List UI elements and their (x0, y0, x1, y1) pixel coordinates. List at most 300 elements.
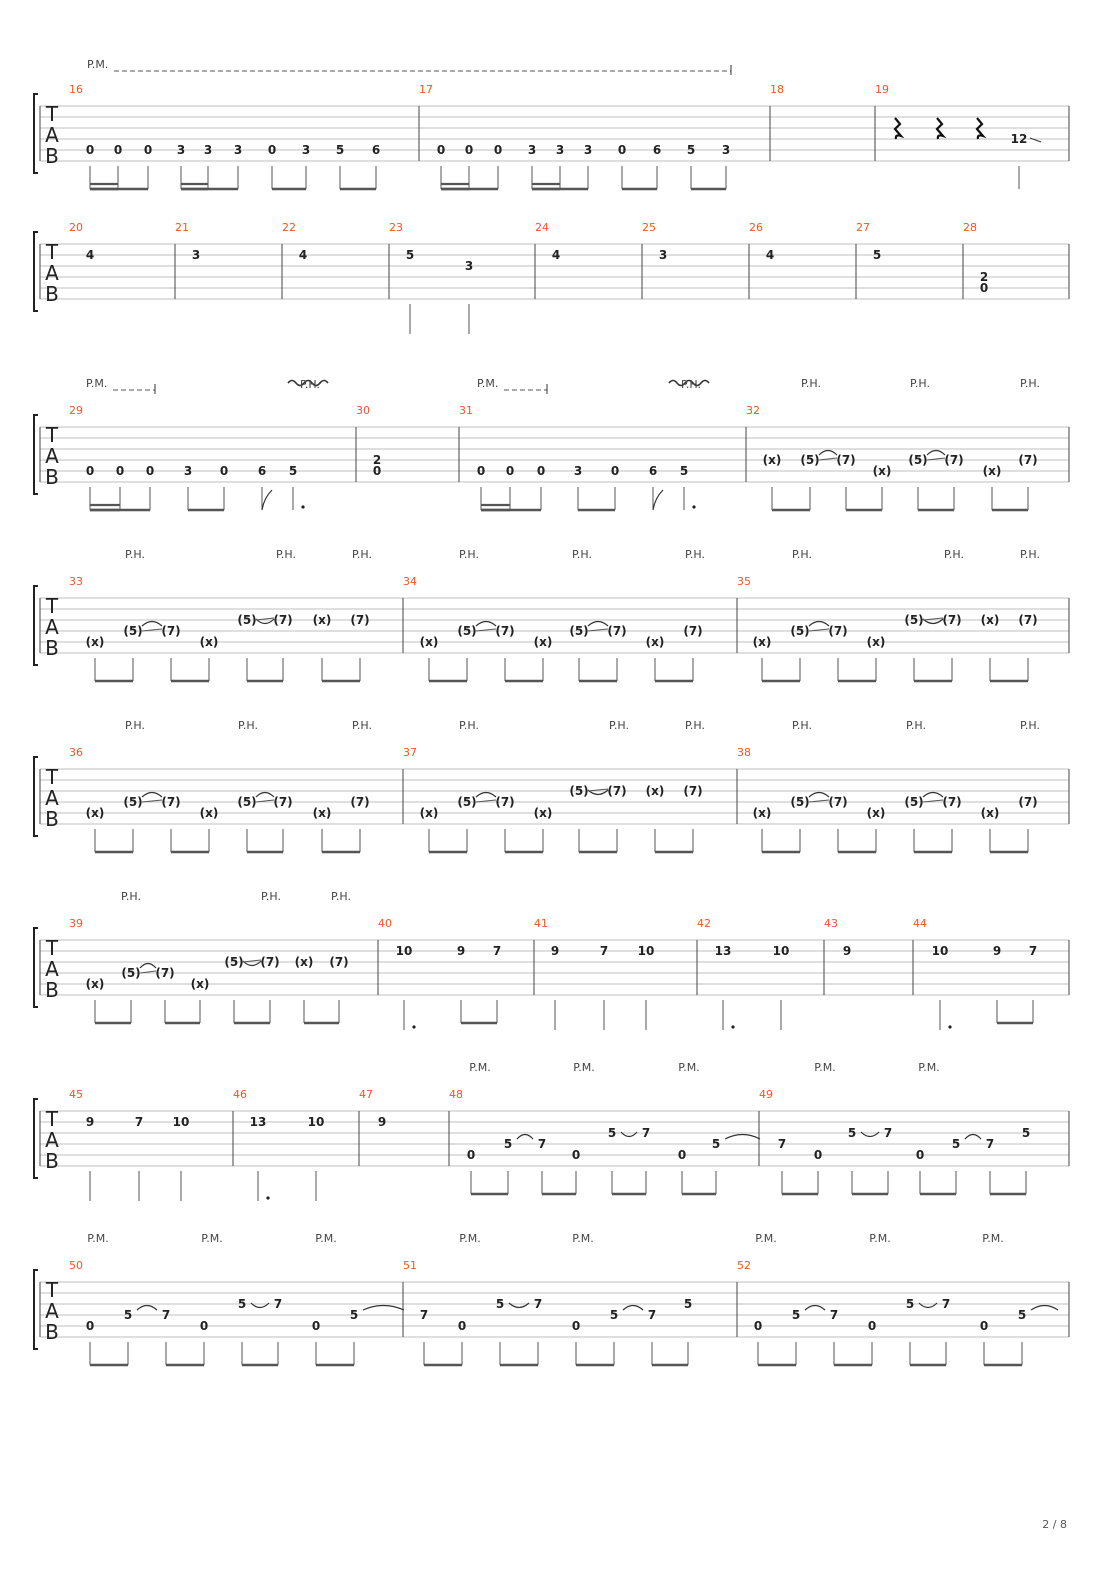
fret-number: 10 (931, 944, 949, 958)
tab-system (34, 377, 1069, 510)
pinch-harmonic-label: P.H. (681, 378, 701, 391)
page-number: 2 / 8 (1042, 1518, 1067, 1531)
palm-mute-label: P.M. (201, 1232, 223, 1245)
measure (856, 221, 881, 262)
measure-number: 47 (359, 1088, 373, 1101)
fret-number: 0 (979, 1319, 989, 1333)
fret-number: 0 (536, 464, 546, 478)
fret-number: 5 (503, 1137, 513, 1151)
fret-number: 10 (637, 944, 655, 958)
dot (412, 1025, 415, 1028)
fret-number: 0 (617, 143, 627, 157)
fret-number: 5 (951, 1137, 961, 1151)
fret-number: 0 (219, 464, 229, 478)
fret-number: 6 (257, 464, 267, 478)
fret-number: (5) (123, 795, 143, 809)
fret-number: (x) (872, 464, 892, 478)
tab-clef-letter: A (45, 1299, 59, 1323)
palm-mute-label: P.M. (814, 1061, 836, 1074)
measure-number: 40 (378, 917, 392, 930)
measure-number: 44 (913, 917, 927, 930)
fret-number: (x) (752, 806, 772, 820)
system-bracket (34, 928, 38, 1007)
fret-number: 9 (842, 944, 852, 958)
fret-number: (x) (645, 784, 665, 798)
tie-arc (140, 964, 156, 969)
tie-arc (137, 1306, 157, 1311)
pinch-harmonic-label: P.H. (685, 719, 705, 732)
fret-number: 3 (573, 464, 583, 478)
measure-number: 26 (749, 221, 763, 234)
fret-number: 3 (527, 143, 537, 157)
fret-number: 6 (652, 143, 662, 157)
fret-number: 7 (419, 1308, 429, 1322)
tab-clef-letter: T (45, 594, 59, 618)
fret-number: 0 (436, 143, 446, 157)
fret-number: 0 (464, 143, 474, 157)
fret-number: 0 (85, 464, 95, 478)
measure-number: 45 (69, 1088, 83, 1101)
tab-system (34, 221, 1069, 334)
palm-mute-label: P.M. (755, 1232, 777, 1245)
measure (403, 1259, 692, 1365)
tie-arc (623, 1306, 643, 1311)
fret-number: (7) (1018, 613, 1038, 627)
measure-number: 41 (534, 917, 548, 930)
fret-number: (x) (190, 977, 210, 991)
palm-mute-label: P.M. (573, 1061, 595, 1074)
fret-number: (7) (683, 624, 703, 638)
pinch-harmonic-label: P.H. (572, 548, 592, 561)
note-flag (262, 490, 272, 510)
measure (69, 917, 349, 1023)
fret-number: 5 (679, 464, 689, 478)
pinch-harmonic-label: P.H. (125, 548, 145, 561)
measure-number: 22 (282, 221, 296, 234)
measure-number: 17 (419, 83, 433, 96)
measure-number: 48 (449, 1088, 463, 1101)
fret-number: (7) (942, 613, 962, 627)
fret-number: 9 (85, 1115, 95, 1129)
tab-clef-letter: B (45, 1149, 59, 1173)
system-bracket (34, 1099, 38, 1178)
fret-number: (7) (944, 453, 964, 467)
fret-number: 0 (457, 1319, 467, 1333)
fret-number: 7 (273, 1297, 283, 1311)
fret-number: 5 (683, 1297, 693, 1311)
palm-mute-label: P.M. (87, 58, 109, 71)
system-bracket (34, 94, 38, 173)
fret-number: (7) (273, 795, 293, 809)
tab-system (34, 719, 1069, 852)
measure-number: 46 (233, 1088, 247, 1101)
pinch-harmonic-label: P.H. (261, 890, 281, 903)
fret-number: 0 (476, 464, 486, 478)
pinch-harmonic-label: P.H. (459, 719, 479, 732)
tab-clef-letter: B (45, 978, 59, 1002)
fret-number: (7) (836, 453, 856, 467)
system-bracket (34, 232, 38, 311)
tab-clef-letter: B (45, 636, 59, 660)
system-bracket (34, 1270, 38, 1349)
fret-number: 7 (161, 1308, 171, 1322)
fret-number: 7 (829, 1308, 839, 1322)
fret-number: 10 (772, 944, 790, 958)
fret-number: 5 (123, 1308, 133, 1322)
fret-number: (7) (161, 624, 181, 638)
palm-mute-label: P.M. (869, 1232, 891, 1245)
fret-number: 5 (237, 1297, 247, 1311)
fret-number: 5 (335, 143, 345, 157)
measure-number: 34 (403, 575, 417, 588)
measure (403, 746, 703, 852)
fret-number: (5) (121, 966, 141, 980)
tab-clef-letter: T (45, 1278, 59, 1302)
fret-number: (x) (533, 635, 553, 649)
fret-number: 5 (905, 1297, 915, 1311)
pinch-harmonic-label: P.H. (801, 377, 821, 390)
pinch-harmonic-label: P.H. (352, 548, 372, 561)
fret-number: 7 (883, 1126, 893, 1140)
pinch-harmonic-label: P.H. (125, 719, 145, 732)
measure (737, 1259, 1058, 1365)
fret-number: 7 (1028, 944, 1038, 958)
fret-number: 3 (464, 259, 474, 273)
fret-number: 4 (551, 248, 561, 262)
fret-number: 0 (753, 1319, 763, 1333)
measure (282, 221, 307, 262)
tab-clef-letter: B (45, 282, 59, 306)
fret-number: 3 (721, 143, 731, 157)
fret-number: 7 (599, 944, 609, 958)
measure-number: 29 (69, 404, 83, 417)
measure-number: 16 (69, 83, 83, 96)
fret-number: 3 (658, 248, 668, 262)
measure-number: 51 (403, 1259, 417, 1272)
measure (69, 746, 370, 852)
fret-number: (5) (904, 613, 924, 627)
fret-number: (5) (123, 624, 143, 638)
fret-number: 7 (134, 1115, 144, 1129)
tie-arc (923, 793, 943, 798)
palm-mute-label: P.M. (86, 377, 108, 390)
fret-number: 0 (267, 143, 277, 157)
fret-number: (5) (224, 955, 244, 969)
tab-clef-letter: B (45, 465, 59, 489)
fret-number: (7) (828, 624, 848, 638)
fret-number: 3 (555, 143, 565, 157)
measure-number: 43 (824, 917, 838, 930)
measure-number: 18 (770, 83, 784, 96)
tab-clef-letter: T (45, 936, 59, 960)
fret-number: 7 (941, 1297, 951, 1311)
measure (449, 1088, 760, 1194)
fret-number: 0 (493, 143, 503, 157)
measure (69, 404, 305, 510)
fret-number: (7) (260, 955, 280, 969)
fret-number: 5 (495, 1297, 505, 1311)
fret-number: 3 (183, 464, 193, 478)
fret-number: 5 (711, 1137, 721, 1151)
pinch-harmonic-label: P.H. (792, 548, 812, 561)
fret-number: (7) (942, 795, 962, 809)
fret-number: 3 (191, 248, 201, 262)
fret-number: (x) (419, 806, 439, 820)
dot (692, 505, 695, 508)
fret-number: 7 (492, 944, 502, 958)
fret-number: (x) (645, 635, 665, 649)
measure-number: 50 (69, 1259, 83, 1272)
fret-number: (5) (904, 795, 924, 809)
measure-number: 37 (403, 746, 417, 759)
fret-number: 10 (172, 1115, 190, 1129)
tie-arc (517, 1135, 533, 1140)
measure-number: 25 (642, 221, 656, 234)
fret-number: (x) (294, 955, 314, 969)
fret-number: 0 (610, 464, 620, 478)
palm-mute-label: P.M. (477, 377, 499, 390)
fret-number: 2 (372, 453, 382, 467)
fret-number: (x) (866, 635, 886, 649)
tie-arc (927, 451, 945, 456)
fret-number: 5 (405, 248, 415, 262)
tie-arc (1031, 1306, 1058, 1311)
tab-clef-letter: A (45, 786, 59, 810)
fret-number: 10 (307, 1115, 325, 1129)
measure (749, 221, 774, 262)
fret-number: (x) (85, 635, 105, 649)
measure-number: 19 (875, 83, 889, 96)
measure-number: 38 (737, 746, 751, 759)
tab-system (34, 1232, 1069, 1365)
fret-number: (x) (866, 806, 886, 820)
tie-arc (809, 622, 829, 627)
measure (419, 83, 730, 189)
fret-number: (x) (752, 635, 772, 649)
fret-number: 0 (199, 1319, 209, 1333)
fret-number: 7 (537, 1137, 547, 1151)
measure (875, 83, 1041, 189)
fret-number: 0 (915, 1148, 925, 1162)
fret-number: 12 (1010, 132, 1028, 146)
fret-number: (7) (350, 795, 370, 809)
pinch-harmonic-label: P.H. (906, 719, 926, 732)
measure-number: 35 (737, 575, 751, 588)
palm-mute-label: P.M. (469, 1061, 491, 1074)
fret-number: 0 (677, 1148, 687, 1162)
fret-number: (x) (533, 806, 553, 820)
fret-number: (5) (790, 795, 810, 809)
pinch-harmonic-label: P.H. (276, 548, 296, 561)
tie-arc (725, 1135, 760, 1140)
fret-number: 13 (249, 1115, 267, 1129)
tab-clef-letter: A (45, 261, 59, 285)
fret-number: 0 (143, 143, 153, 157)
fret-number: (7) (495, 624, 515, 638)
fret-number: 7 (533, 1297, 543, 1311)
tab-clef-letter: A (45, 1128, 59, 1152)
measure (459, 404, 696, 510)
pinch-harmonic-label: P.H. (300, 378, 320, 391)
palm-mute-label: P.M. (982, 1232, 1004, 1245)
measure (359, 1088, 386, 1129)
fret-number: (5) (569, 784, 589, 798)
fret-number: (7) (1018, 795, 1038, 809)
fret-number: (7) (607, 624, 627, 638)
fret-number: (x) (312, 806, 332, 820)
fret-number: (7) (155, 966, 175, 980)
tie-arc (256, 793, 274, 798)
fret-number: 0 (571, 1148, 581, 1162)
fret-number: (7) (828, 795, 848, 809)
fret-number: (x) (85, 977, 105, 991)
fret-number: 3 (203, 143, 213, 157)
fret-number: 0 (867, 1319, 877, 1333)
fret-number: (7) (273, 613, 293, 627)
fret-number: 0 (979, 281, 989, 295)
measure (403, 575, 703, 681)
tab-clef-letter: T (45, 102, 59, 126)
fret-number: (x) (419, 635, 439, 649)
tab-clef-letter: T (45, 1107, 59, 1131)
fret-number: 0 (505, 464, 515, 478)
fret-number: 7 (985, 1137, 995, 1151)
fret-number: (x) (762, 453, 782, 467)
fret-number: 5 (609, 1308, 619, 1322)
note-flag (653, 490, 663, 510)
fret-number: 5 (1021, 1126, 1031, 1140)
fret-number: (x) (982, 464, 1002, 478)
tie-arc (476, 622, 496, 627)
fret-number: (x) (199, 806, 219, 820)
fret-number: (5) (908, 453, 928, 467)
measure (737, 575, 1038, 681)
fret-number: (7) (1018, 453, 1038, 467)
fret-number: 3 (233, 143, 243, 157)
fret-number: (7) (329, 955, 349, 969)
tab-clef-letter: A (45, 957, 59, 981)
fret-number: 5 (847, 1126, 857, 1140)
measure-number: 33 (69, 575, 83, 588)
measure-number: 42 (697, 917, 711, 930)
tab-clef-letter: T (45, 240, 59, 264)
system-bracket (34, 757, 38, 836)
fret-number: 0 (571, 1319, 581, 1333)
tie-arc (142, 622, 162, 627)
fret-number: 3 (301, 143, 311, 157)
measure-number: 36 (69, 746, 83, 759)
fret-number: 0 (85, 143, 95, 157)
fret-number: 4 (298, 248, 308, 262)
fret-number: 4 (765, 248, 775, 262)
measure (963, 221, 988, 295)
tab-clef-letter: B (45, 144, 59, 168)
pinch-harmonic-label: P.H. (1020, 719, 1040, 732)
measure-number: 49 (759, 1088, 773, 1101)
fret-number: 0 (311, 1319, 321, 1333)
fret-number: (x) (85, 806, 105, 820)
tie-arc (142, 793, 162, 798)
fret-number: (7) (495, 795, 515, 809)
fret-number: 9 (992, 944, 1002, 958)
measure-number: 31 (459, 404, 473, 417)
palm-mute-label: P.M. (459, 1232, 481, 1245)
fret-number: 5 (791, 1308, 801, 1322)
pinch-harmonic-label: P.H. (1020, 377, 1040, 390)
pinch-harmonic-label: P.H. (792, 719, 812, 732)
measure (759, 1088, 1030, 1194)
fret-number: 2 (979, 270, 989, 284)
palm-mute-label: P.M. (678, 1061, 700, 1074)
fret-number: 7 (641, 1126, 651, 1140)
tab-system (34, 548, 1069, 681)
measure-number: 23 (389, 221, 403, 234)
pinch-harmonic-label: P.H. (1020, 548, 1040, 561)
tie-arc (363, 1306, 404, 1311)
fret-number: 7 (777, 1137, 787, 1151)
measure (770, 83, 784, 96)
fret-number: 5 (288, 464, 298, 478)
system-bracket (34, 415, 38, 494)
fret-number: 5 (607, 1126, 617, 1140)
fret-number: (7) (350, 613, 370, 627)
system-bracket (34, 586, 38, 665)
fret-number: (5) (569, 624, 589, 638)
fret-number: 3 (176, 143, 186, 157)
fret-number: 5 (686, 143, 696, 157)
measure (69, 1259, 404, 1365)
tab-clef-letter: T (45, 765, 59, 789)
fret-number: 9 (377, 1115, 387, 1129)
fret-number: 5 (872, 248, 882, 262)
fret-number: (5) (800, 453, 820, 467)
fret-number: (7) (607, 784, 627, 798)
fret-number: 10 (395, 944, 413, 958)
fret-number: 0 (85, 1319, 95, 1333)
measure (746, 404, 1038, 510)
fret-number: (5) (457, 795, 477, 809)
fret-number: 0 (372, 464, 382, 478)
tab-clef-letter: B (45, 807, 59, 831)
pinch-harmonic-label: P.H. (121, 890, 141, 903)
fret-number: 9 (456, 944, 466, 958)
tab-system (34, 1061, 1069, 1201)
dot (301, 505, 304, 508)
palm-mute-label: P.M. (572, 1232, 594, 1245)
measure-number: 21 (175, 221, 189, 234)
measure-number: 30 (356, 404, 370, 417)
fret-number: (5) (790, 624, 810, 638)
measure-number: 28 (963, 221, 977, 234)
fret-number: (7) (683, 784, 703, 798)
tab-system (34, 890, 1069, 1030)
tab-clef-letter: A (45, 123, 59, 147)
palm-mute-label: P.M. (87, 1232, 109, 1245)
tab-system (34, 58, 1069, 189)
measure-number: 24 (535, 221, 549, 234)
fret-number: 7 (647, 1308, 657, 1322)
tie-arc (805, 1306, 825, 1311)
fret-number: (x) (980, 806, 1000, 820)
fret-number: 5 (349, 1308, 359, 1322)
fret-number: (x) (199, 635, 219, 649)
tab-clef-letter: T (45, 423, 59, 447)
fret-number: (7) (161, 795, 181, 809)
fret-number: 6 (371, 143, 381, 157)
measure-number: 52 (737, 1259, 751, 1272)
fret-number: (x) (312, 613, 332, 627)
tie-arc (965, 1135, 981, 1140)
